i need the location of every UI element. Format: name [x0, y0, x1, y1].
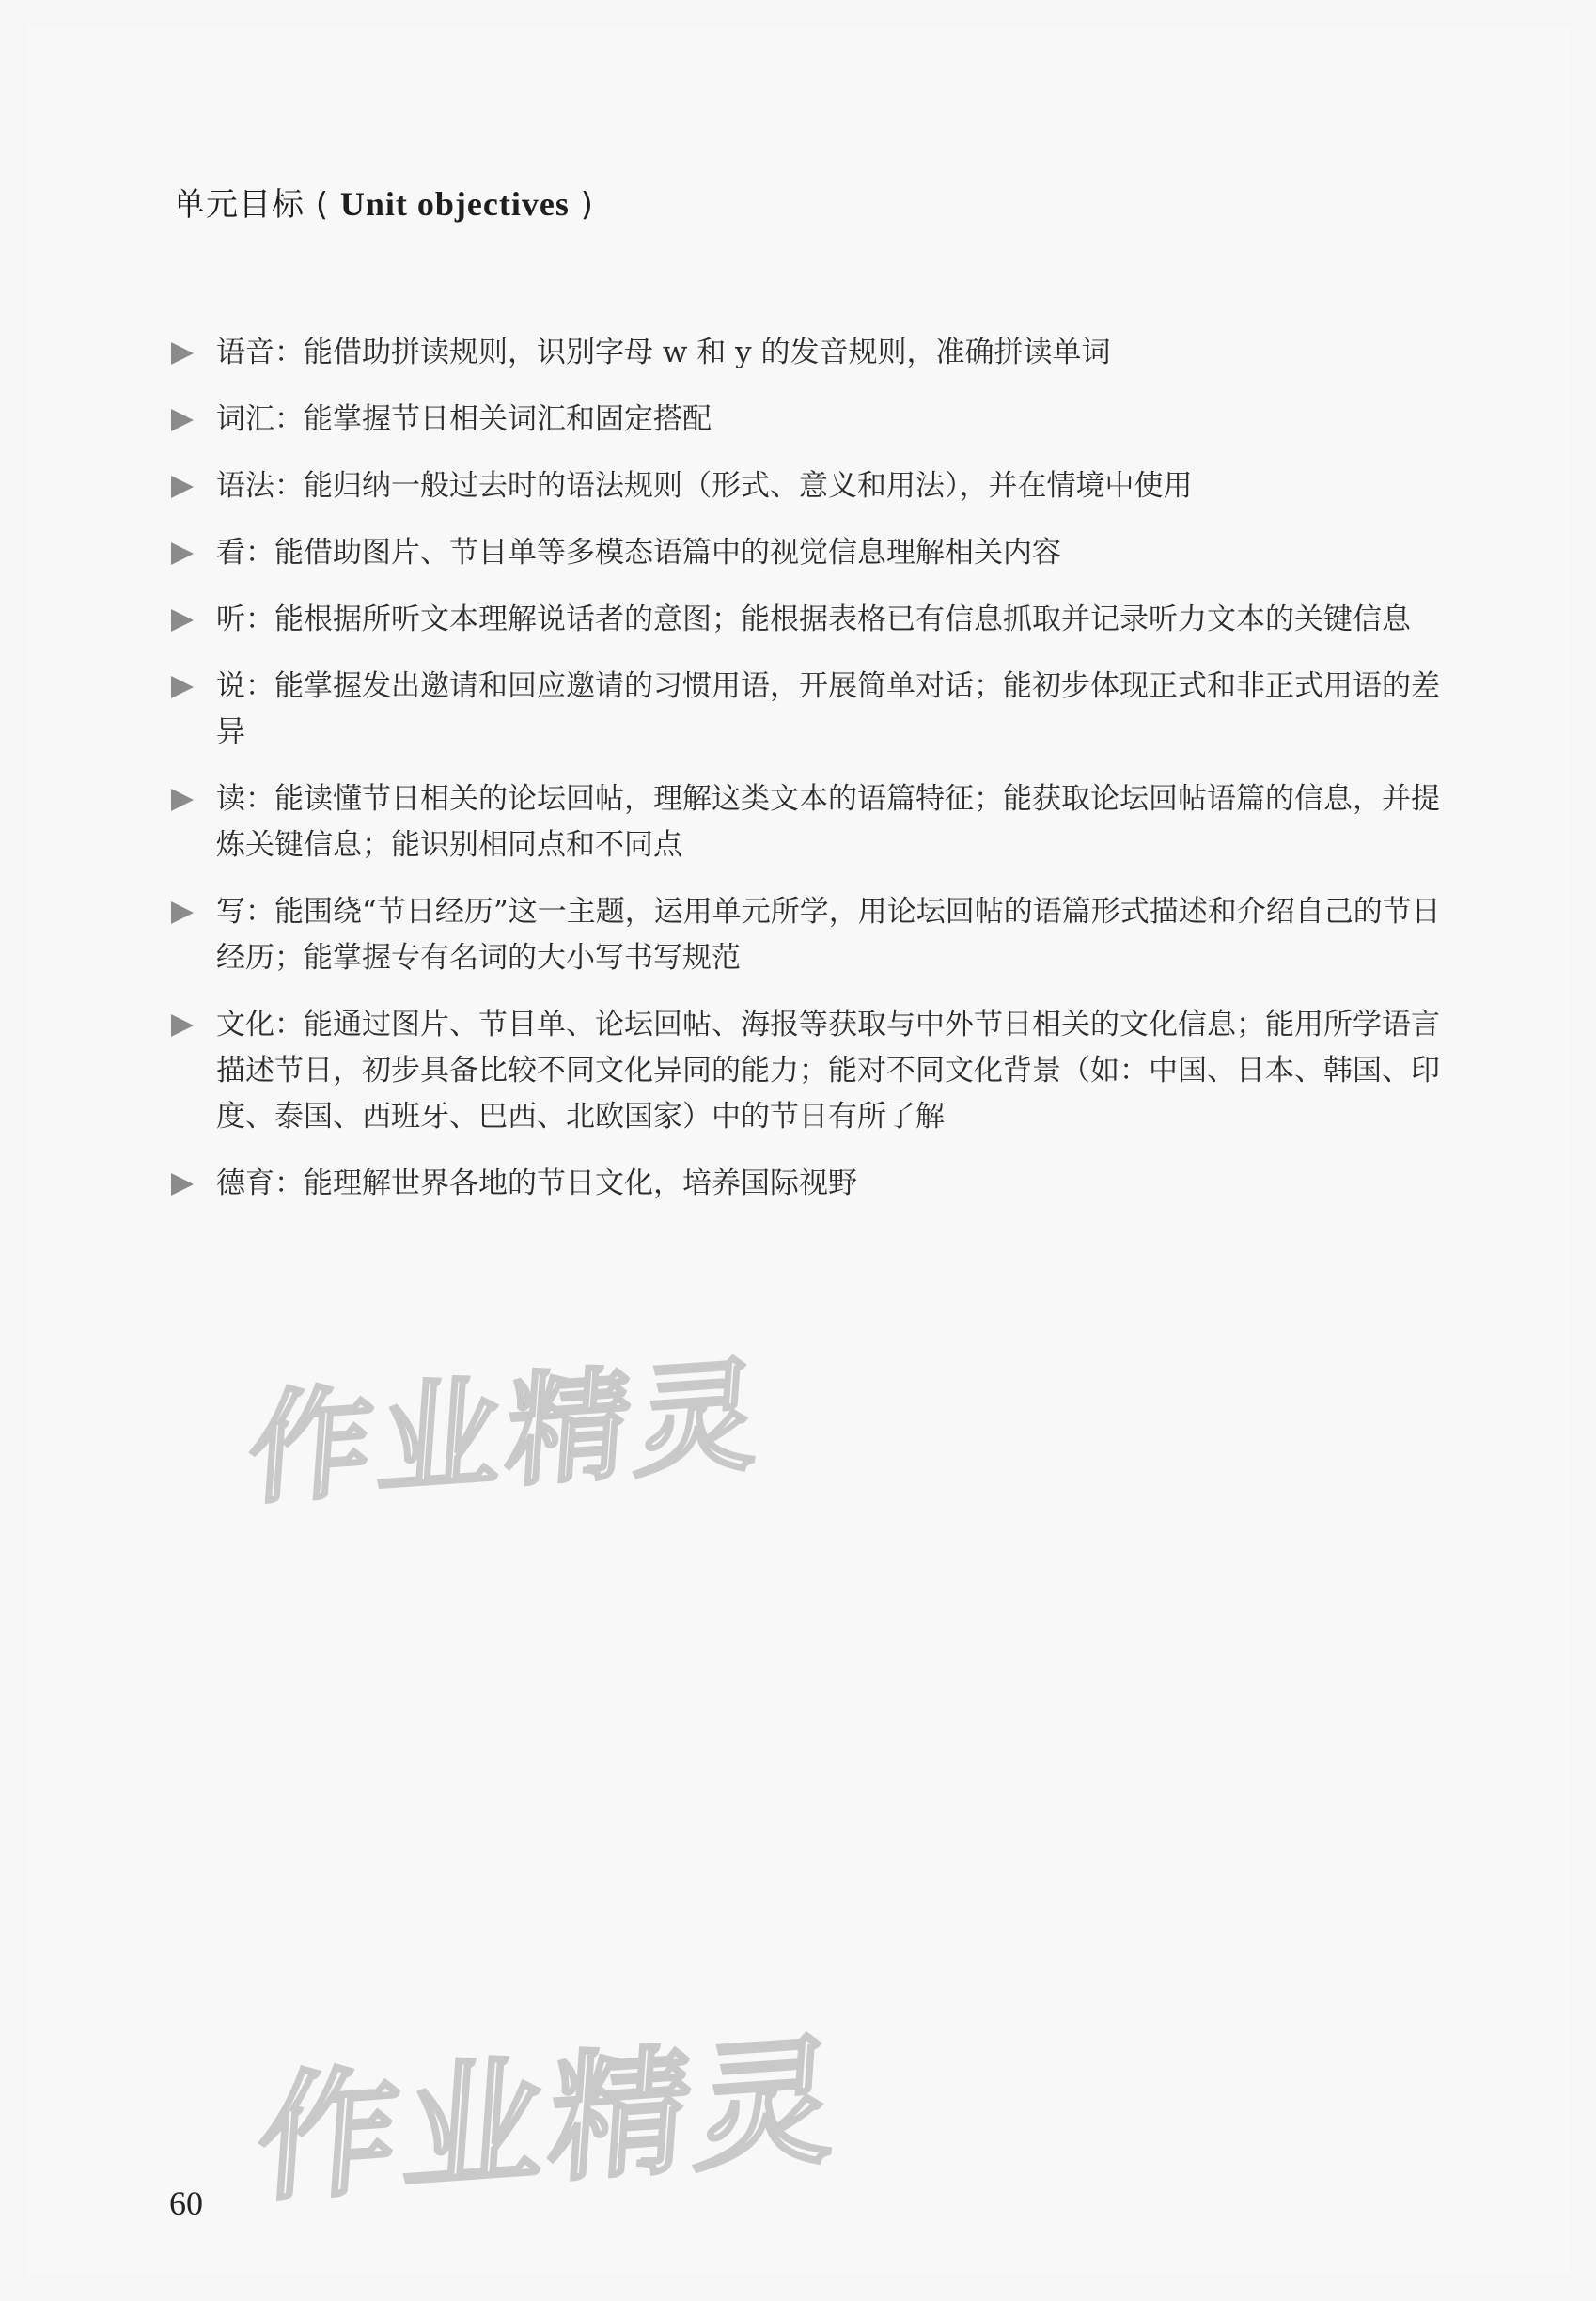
triangle-bullet-icon	[171, 1173, 194, 1196]
objective-text: 看：能借助图片、节目单等多模态语篇中的视觉信息理解相关内容	[216, 536, 1061, 570]
objectives-list	[171, 330, 1468, 1228]
objective-text: 语法：能归纳一般过去时的语法规则（形式、意义和用法），并在情境中使用	[216, 469, 1193, 503]
objective-item	[171, 889, 1468, 981]
objective-text: 德育：能理解世界各地的节日文化，培养国际视野	[216, 1166, 857, 1200]
page-number: 60	[169, 2184, 203, 2222]
triangle-bullet-icon	[171, 901, 194, 924]
objective-text: 读：能读懂节日相关的论坛回帖，理解这类文本的语篇特征；能获取论坛回帖语篇的信息，并提炼关键信息；能识别相同点和不同点	[216, 782, 1440, 862]
triangle-bullet-icon	[171, 676, 194, 698]
objective-text: 文化：能通过图片、节目单、论坛回帖、海报等获取与中外节日相关的文化信息；能用所学语言描述节日，初步具备比较不同文化异同的能力；能对不同文化背景（如：中国、日本、韩国、印度、泰国、西班牙、巴西、北欧国家）中的节日有所了解	[216, 1008, 1440, 1134]
objective-text: 写：能围绕“节日经历”这一主题，运用单元所学，用论坛回帖的语篇形式描述和介绍自己的节日经历；能掌握专有名词的大小写书写规范	[216, 895, 1441, 975]
title-open-paren: (	[315, 186, 330, 224]
title-english: Unit objectives	[339, 185, 570, 223]
objective-item	[171, 664, 1468, 756]
objective-item	[171, 776, 1468, 869]
title-chinese: 单元目标	[173, 186, 305, 224]
objective-item	[171, 330, 1468, 376]
watermark: 作业精灵	[243, 1343, 770, 1522]
objective-item	[171, 463, 1468, 509]
objective-item	[171, 397, 1468, 443]
triangle-bullet-icon	[171, 476, 194, 498]
title-close-paren: )	[580, 186, 594, 224]
triangle-bullet-icon	[171, 409, 194, 431]
triangle-bullet-icon	[171, 609, 194, 632]
objective-text: 听：能根据所听文本理解说话者的意图；能根据表格已有信息抓取并记录听力文本的关键信息	[216, 603, 1411, 636]
objective-item	[171, 597, 1468, 643]
objective-item	[171, 1002, 1468, 1140]
triangle-bullet-icon	[171, 342, 194, 365]
triangle-bullet-icon	[171, 789, 194, 811]
objective-text: 词汇：能掌握节日相关词汇和固定搭配	[216, 402, 712, 436]
triangle-bullet-icon	[171, 542, 194, 565]
page-title	[173, 179, 594, 225]
objective-text: 说：能掌握发出邀请和回应邀请的习惯用语，开展简单对话；能初步体现正式和非正式用语的差异	[216, 669, 1440, 749]
objective-item	[171, 1161, 1468, 1207]
watermark: 作业精灵	[252, 2019, 848, 2222]
triangle-bullet-icon	[171, 1014, 194, 1037]
objective-text: 语音：能借助拼读规则，识别字母 w 和 y 的发音规则，准确拼读单词	[216, 336, 1111, 369]
objective-item	[171, 530, 1468, 576]
